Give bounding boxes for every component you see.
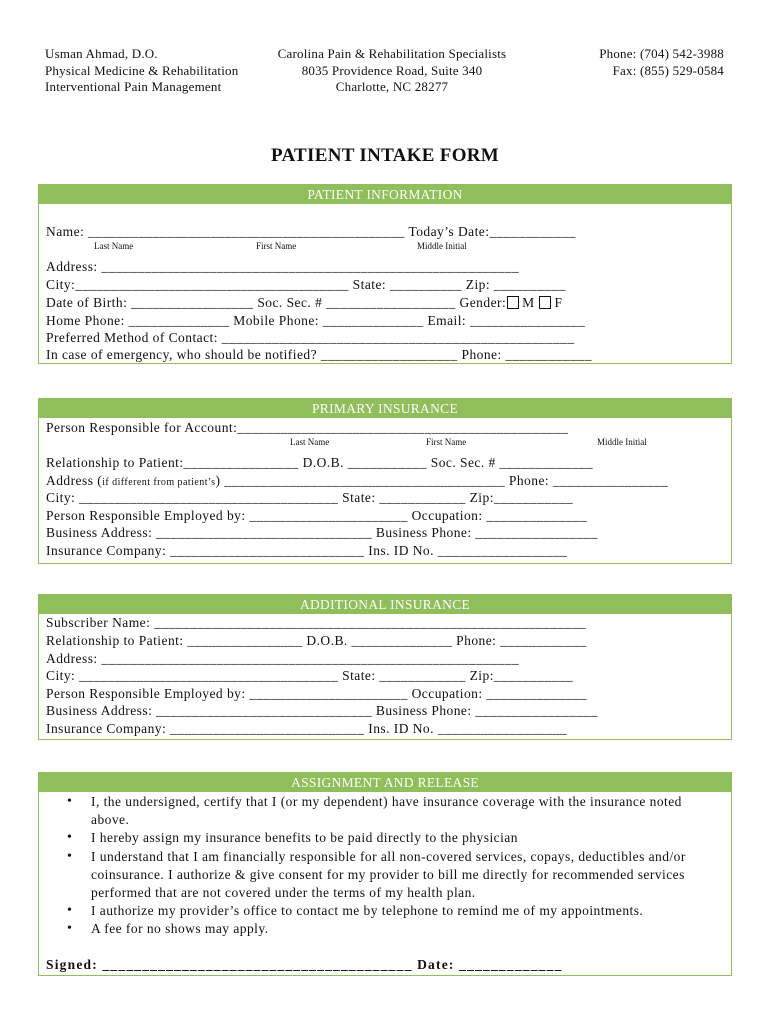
list-item: • I hereby assign my insurance benefits to be paid directly to the physician: [39, 829, 711, 847]
section-heading: PATIENT INFORMATION: [39, 185, 731, 204]
practice-contact: [599, 46, 724, 79]
responsible-party-field[interactable]: Person Responsible for Account:______________________________________________: [46, 420, 569, 435]
practice-physician-info: [45, 46, 238, 96]
employer-occupation-field[interactable]: Person Responsible Employed by: ______________________ Occupation: ______________: [46, 686, 588, 701]
physician-name: Usman Ahmad, D.O.: [45, 46, 158, 61]
practice-phone: Phone: (704) 542-3988: [599, 46, 724, 61]
middle-initial-label: Middle Initial: [597, 437, 647, 447]
last-name-label: Last Name: [290, 437, 330, 447]
signature-date-field[interactable]: Signed: _______________________________________ Date: _____________: [46, 957, 563, 972]
practice-fax: Fax: (855) 529-0584: [612, 62, 724, 78]
relationship-dob-phone-field[interactable]: Relationship to Patient: ________________ D.O.B. ______________ Phone: ____________: [46, 633, 587, 648]
first-name-label: First Name: [256, 241, 297, 251]
address-field[interactable]: Address: __________________________________________________________: [46, 259, 520, 274]
address-label: Address (: [46, 473, 103, 488]
first-name-label: First Name: [426, 437, 467, 447]
address-note: if different from patient’s: [102, 477, 216, 488]
list-item: • I, the undersigned, certify that I (or my dependent) have insurance coverage with the insurance noted above.: [39, 793, 711, 829]
section-heading: PRIMARY INSURANCE: [39, 399, 731, 418]
business-address-phone-field[interactable]: Business Address: ______________________________ Business Phone: _________________: [46, 703, 598, 718]
last-name-label: Last Name: [94, 241, 134, 251]
street-address: 8035 Providence Road, Suite 340: [301, 62, 483, 78]
address-phone-blank: ) _______________________________________ Phone: ________________: [215, 473, 669, 488]
city-state-zip-field[interactable]: City: ____________________________________ State: ____________ Zip:___________: [46, 490, 574, 505]
phone-email-field[interactable]: Home Phone: ______________ Mobile Phone: ______________ Email: ________________: [46, 313, 586, 328]
relationship-dob-ssn-field[interactable]: Relationship to Patient:________________ D.O.B. ___________ Soc. Sec. # _____________: [46, 455, 594, 470]
list-item: • I understand that I am financially responsible for all non-covered services, copays, deductibles and/or coinsurance. I authorize & give consent for my provider to bill me directly for recommended services performed that are not covered under the terms of my health plan.: [39, 848, 711, 903]
primary-insurance-section: [38, 398, 732, 564]
additional-insurance-section: [38, 594, 732, 740]
gender-f-label: F: [554, 295, 563, 310]
form-title: PATIENT INTAKE FORM: [270, 145, 500, 166]
name-field[interactable]: Name: ____________________________________________ Today’s Date:____________: [46, 224, 576, 239]
insurance-company-id-field[interactable]: Insurance Company: ___________________________ Ins. ID No. __________________: [46, 721, 568, 736]
emergency-contact-field[interactable]: In case of emergency, who should be notified? ___________________ Phone: ____________: [46, 347, 592, 362]
section-heading: ASSIGNMENT AND RELEASE: [39, 773, 731, 792]
gender-m-label: M: [522, 295, 535, 310]
preferred-contact-field[interactable]: Preferred Method of Contact: _________________________________________________: [46, 330, 575, 345]
gender-m-checkbox[interactable]: [507, 296, 519, 309]
city-state-zip-field[interactable]: City:______________________________________ State: __________ Zip: __________: [46, 277, 566, 292]
list-item: • I authorize my provider’s office to contact me by telephone to remind me of my appointments.: [39, 902, 711, 920]
subscriber-name-field[interactable]: Subscriber Name: ____________________________________________________________: [46, 615, 587, 630]
dob-ssn-gender-row: [46, 295, 562, 311]
specialty-line: Interventional Pain Management: [45, 79, 222, 94]
practice-address: [258, 46, 526, 96]
city-state-zip: Charlotte, NC 28277: [335, 79, 449, 94]
city-state-zip-field[interactable]: City: ____________________________________ State: ____________ Zip:___________: [46, 668, 574, 683]
consent-list: [39, 793, 711, 939]
gender-f-checkbox[interactable]: [539, 296, 551, 309]
section-heading: ADDITIONAL INSURANCE: [39, 595, 731, 614]
patient-information-section: [38, 184, 732, 364]
insurance-company-id-field[interactable]: Insurance Company: ___________________________ Ins. ID No. __________________: [46, 543, 568, 558]
list-item: • A fee for no shows may apply.: [39, 920, 711, 938]
assignment-release-section: [38, 772, 732, 976]
middle-initial-label: Middle Initial: [417, 241, 467, 251]
dob-ssn-field[interactable]: Date of Birth: _________________ Soc. Sec. # __________________ Gender:: [46, 295, 507, 310]
business-address-phone-field[interactable]: Business Address: ______________________________ Business Phone: _________________: [46, 525, 598, 540]
specialty-line: Physical Medicine & Rehabilitation: [45, 62, 239, 78]
address-field[interactable]: Address: __________________________________________________________: [46, 651, 520, 666]
address-phone-field[interactable]: [46, 473, 668, 489]
practice-name: Carolina Pain & Rehabilitation Specialists: [277, 46, 507, 61]
employer-occupation-field[interactable]: Person Responsible Employed by: ______________________ Occupation: ______________: [46, 508, 588, 523]
